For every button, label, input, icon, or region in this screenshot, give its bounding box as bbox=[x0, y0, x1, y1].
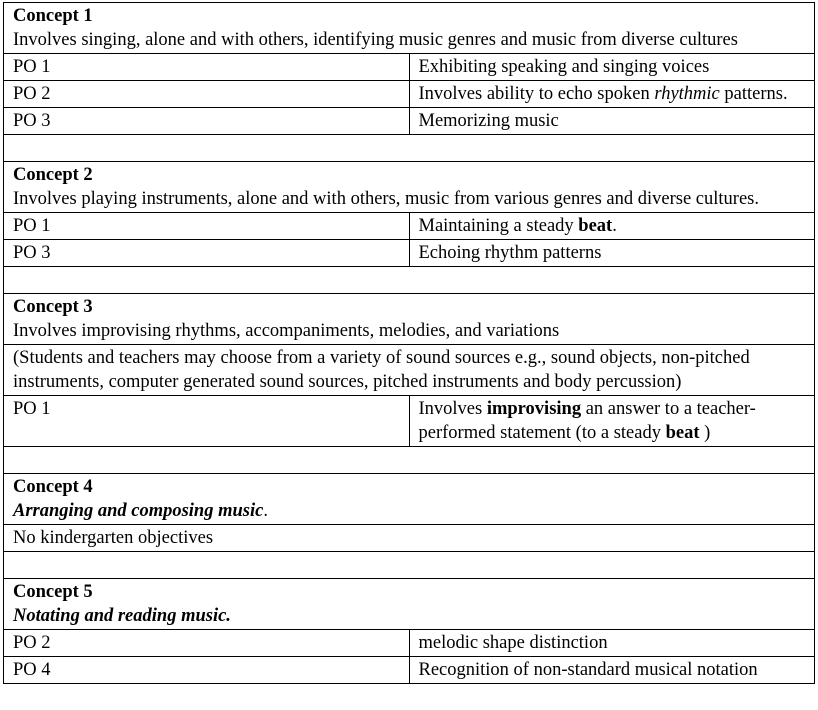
concept-1-cell bbox=[4, 3, 815, 54]
concept-4-description: Arranging and composing music bbox=[13, 501, 264, 521]
po-text: Recognition of non-standard musical notation bbox=[409, 657, 815, 684]
spacer-cell bbox=[4, 447, 815, 474]
po-text: Echoing rhythm patterns bbox=[409, 240, 815, 267]
po-text bbox=[409, 81, 815, 108]
table-row bbox=[4, 240, 815, 267]
po-text bbox=[409, 213, 815, 240]
po-text: melodic shape distinction bbox=[409, 630, 815, 657]
concept-4-header-row bbox=[4, 474, 815, 525]
table-row bbox=[4, 108, 815, 135]
music-concepts-table bbox=[3, 2, 815, 684]
po-code: PO 1 bbox=[4, 213, 410, 240]
po-code: PO 2 bbox=[4, 630, 410, 657]
concept-3-cell bbox=[4, 294, 815, 345]
spacer-cell bbox=[4, 552, 815, 579]
concept-2-heading: Concept 2 bbox=[13, 165, 93, 185]
po-code: PO 1 bbox=[4, 54, 410, 81]
concept-5-header-row bbox=[4, 579, 815, 630]
po-text-part: . bbox=[612, 216, 617, 236]
concept-1-description: Involves singing, alone and with others, identifying music genres and music from diverse cultures bbox=[13, 30, 738, 50]
spacer-row bbox=[4, 447, 815, 474]
po-text-part: Involves bbox=[418, 399, 487, 419]
po-code: PO 2 bbox=[4, 81, 410, 108]
spacer-row bbox=[4, 552, 815, 579]
concept-3-description: Involves improvising rhythms, accompaniments, melodies, and variations bbox=[13, 321, 560, 341]
concept-4-note-row bbox=[4, 525, 815, 552]
concept-4-description-suffix: . bbox=[263, 501, 268, 521]
po-text: Memorizing music bbox=[409, 108, 815, 135]
concept-2-cell bbox=[4, 162, 815, 213]
spacer-cell bbox=[4, 267, 815, 294]
po-text-emphasis: rhythmic bbox=[654, 84, 720, 104]
concept-3-heading: Concept 3 bbox=[13, 297, 93, 317]
table-row bbox=[4, 657, 815, 684]
spacer-row bbox=[4, 135, 815, 162]
table-row bbox=[4, 54, 815, 81]
po-text bbox=[409, 396, 815, 447]
concept-5-heading: Concept 5 bbox=[13, 582, 93, 602]
table-row bbox=[4, 630, 815, 657]
concept-4-note: No kindergarten objectives bbox=[4, 525, 815, 552]
concept-3-note: (Students and teachers may choose from a variety of sound sources e.g., sound objects, non-pitched instruments, computer generated sound sources, pitched instruments and body percussion) bbox=[4, 345, 815, 396]
po-text-strong: beat bbox=[578, 216, 613, 236]
po-text-part: ) bbox=[699, 423, 711, 443]
po-code: PO 4 bbox=[4, 657, 410, 684]
spacer-row bbox=[4, 267, 815, 294]
po-text-part: Involves ability to echo spoken bbox=[418, 84, 655, 104]
concept-4-heading: Concept 4 bbox=[13, 477, 93, 497]
concept-1-heading: Concept 1 bbox=[13, 6, 93, 26]
concept-5-cell bbox=[4, 579, 815, 630]
concept-2-header-row bbox=[4, 162, 815, 213]
po-text-part: an answer to a teacher-performed statement (to a steady bbox=[418, 399, 756, 443]
concept-2-description: Involves playing instruments, alone and with others, music from various genres and diverse cultures. bbox=[13, 189, 759, 209]
table-row bbox=[4, 396, 815, 447]
po-text: Exhibiting speaking and singing voices bbox=[409, 54, 815, 81]
concept-3-note-row bbox=[4, 345, 815, 396]
spacer-cell bbox=[4, 135, 815, 162]
po-code: PO 3 bbox=[4, 240, 410, 267]
po-text-strong: improvising bbox=[486, 399, 582, 419]
po-code: PO 1 bbox=[4, 396, 410, 447]
concept-4-cell bbox=[4, 474, 815, 525]
po-text-strong: beat bbox=[665, 423, 700, 443]
table-row bbox=[4, 213, 815, 240]
table-row bbox=[4, 81, 815, 108]
concept-3-header-row bbox=[4, 294, 815, 345]
po-text-part: Maintaining a steady bbox=[418, 216, 579, 236]
po-text-part: patterns. bbox=[719, 84, 788, 104]
concept-5-description: Notating and reading music. bbox=[13, 606, 231, 626]
concept-1-header-row bbox=[4, 3, 815, 54]
po-code: PO 3 bbox=[4, 108, 410, 135]
